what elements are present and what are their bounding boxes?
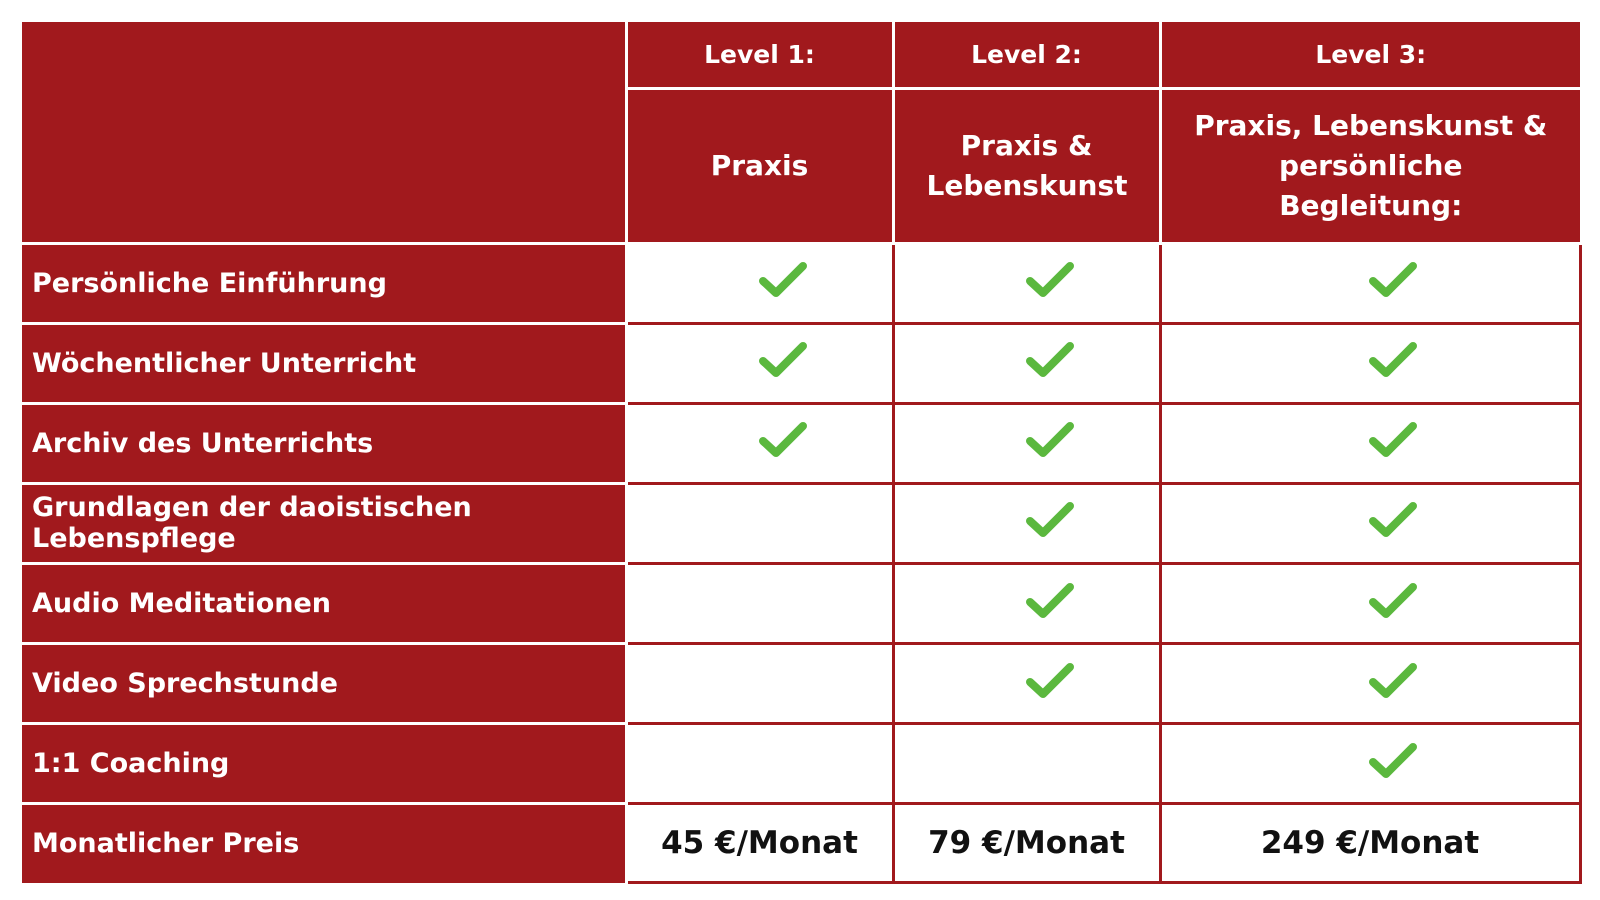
feature-row xyxy=(22,323,1580,403)
checkmark-icon xyxy=(1368,420,1418,460)
checkmark-icon xyxy=(1368,260,1418,300)
checkmark-icon xyxy=(1025,340,1075,380)
checkmark-icon xyxy=(758,260,808,300)
checkmark-icon xyxy=(1368,581,1418,621)
checkmark-icon xyxy=(1368,500,1418,540)
checkmark-icon xyxy=(1025,420,1075,460)
level-3-name xyxy=(1160,88,1580,243)
feature-cell xyxy=(626,724,893,804)
feature-cell xyxy=(626,403,893,483)
checkmark-icon xyxy=(1368,340,1418,380)
feature-row xyxy=(22,724,1580,804)
checkmark-icon xyxy=(1368,661,1418,701)
feature-cell xyxy=(1160,724,1580,804)
feature-cell xyxy=(626,644,893,724)
checkmark-icon xyxy=(758,340,808,380)
level-2-name-text: Praxis & Lebenskunst xyxy=(926,128,1128,202)
feature-cell xyxy=(893,724,1160,804)
price-row-label: Monatlicher Preis xyxy=(22,804,626,883)
feature-label: Archiv des Unterrichts xyxy=(22,403,626,483)
feature-cell xyxy=(893,644,1160,724)
level-2-price: 79 €/Monat xyxy=(893,804,1160,883)
feature-cell xyxy=(893,243,1160,323)
feature-row xyxy=(22,644,1580,724)
level-1-label: Level 1: xyxy=(626,22,893,88)
feature-label: 1:1 Coaching xyxy=(22,724,626,804)
feature-cell xyxy=(893,564,1160,644)
feature-label: Wöchentlicher Unterricht xyxy=(22,323,626,403)
level-1-name: Praxis xyxy=(626,88,893,243)
feature-cell xyxy=(1160,564,1580,644)
level-label-row xyxy=(22,22,1580,88)
feature-cell xyxy=(626,564,893,644)
level-3-label: Level 3: xyxy=(1160,22,1580,88)
feature-label: Video Sprechstunde xyxy=(22,644,626,724)
feature-label: Grundlagen der daoistischen Lebenspflege xyxy=(22,483,626,563)
feature-cell xyxy=(1160,243,1580,323)
feature-cell xyxy=(626,483,893,563)
feature-cell xyxy=(893,483,1160,563)
feature-cell xyxy=(1160,483,1580,563)
feature-cell xyxy=(626,323,893,403)
level-2-name xyxy=(893,88,1160,243)
level-2-label: Level 2: xyxy=(893,22,1160,88)
table-corner xyxy=(22,22,626,243)
checkmark-icon xyxy=(1368,741,1418,781)
feature-cell xyxy=(1160,644,1580,724)
feature-row xyxy=(22,564,1580,644)
checkmark-icon xyxy=(1025,260,1075,300)
checkmark-icon xyxy=(1025,500,1075,540)
feature-cell xyxy=(893,323,1160,403)
feature-row xyxy=(22,243,1580,323)
feature-label: Persönliche Einführung xyxy=(22,243,626,323)
price-row xyxy=(22,804,1580,883)
checkmark-icon xyxy=(758,420,808,460)
feature-cell xyxy=(893,403,1160,483)
feature-cell xyxy=(626,243,893,323)
feature-label: Audio Meditationen xyxy=(22,564,626,644)
level-3-price: 249 €/Monat xyxy=(1160,804,1580,883)
checkmark-icon xyxy=(1025,581,1075,621)
feature-cell xyxy=(1160,403,1580,483)
level-1-price: 45 €/Monat xyxy=(626,804,893,883)
level-3-name-text: Praxis, Lebenskunst & persönliche Begleitung: xyxy=(1194,108,1548,222)
checkmark-icon xyxy=(1025,661,1075,701)
feature-row xyxy=(22,403,1580,483)
feature-cell xyxy=(1160,323,1580,403)
feature-row xyxy=(22,483,1580,563)
pricing-table xyxy=(22,22,1582,884)
pricing-comparison xyxy=(22,22,1580,884)
